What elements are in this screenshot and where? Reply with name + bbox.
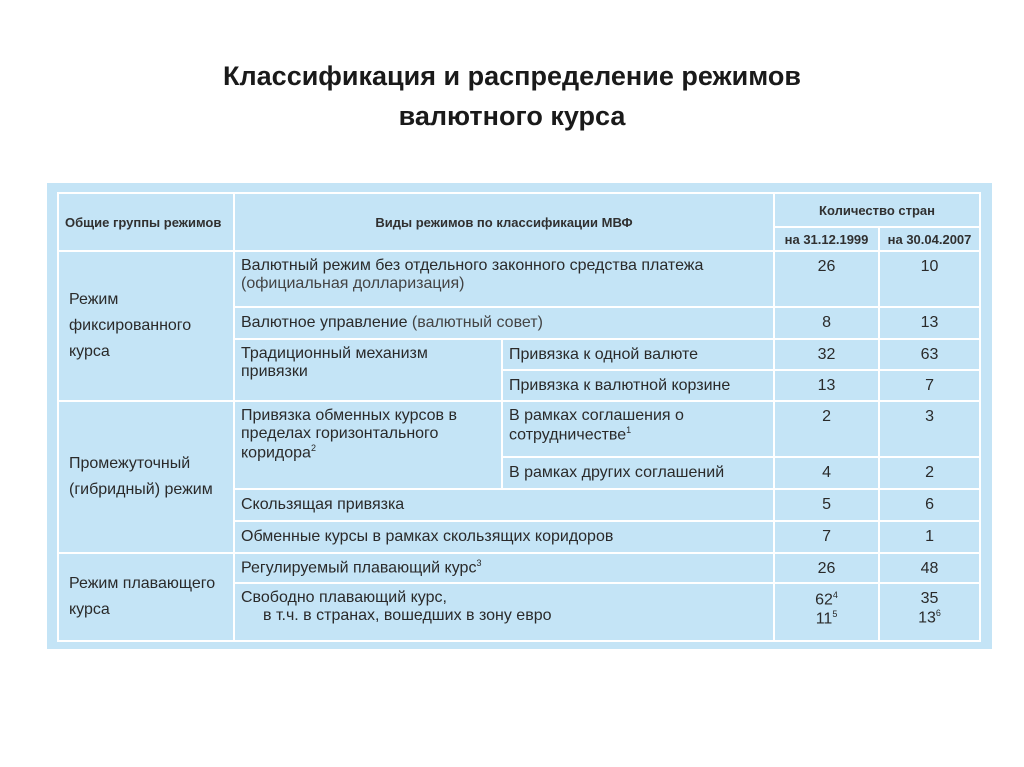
count-2007: 63 [879, 339, 980, 370]
regime-note: (официальная долларизация) [241, 275, 465, 292]
group-intermediate: Промежуточный (гибридный) режим [58, 401, 234, 553]
regime-name: Валютное управление [241, 314, 408, 331]
count-2007: 10 [879, 251, 980, 307]
count-value: 35 [920, 590, 939, 607]
table-row [58, 401, 980, 457]
count-1999: 5 [774, 489, 879, 521]
regime-name: Привязка обменных курсов в пределах горизонтального коридора [241, 407, 457, 462]
count-value: 13 [918, 609, 936, 627]
footnote-mark: 1 [626, 425, 632, 435]
group-floating: Режим плавающего курса [58, 553, 234, 641]
count-1999: 8 [774, 307, 879, 339]
regime-name: Валютный режим без отдельного законного средства платежа [241, 257, 704, 274]
regime-note: в т.ч. в странах, вошедших в зону евро [263, 607, 552, 624]
subtype-name: В рамках других соглашений [502, 457, 774, 489]
group-fixed: Режим фиксированного курса [58, 251, 234, 401]
subtype-name: В рамках соглашения о сотрудничестве [509, 407, 684, 444]
count-2007: 13 [879, 307, 980, 339]
table-row [58, 251, 980, 307]
regime-cell [234, 307, 774, 339]
count-2007: 48 [879, 553, 980, 583]
count-2007: 7 [879, 370, 980, 401]
header-date-2007: на 30.04.2007 [879, 227, 980, 251]
count-1999: 26 [774, 553, 879, 583]
subtype-cell [502, 401, 774, 457]
regime-name: Регулируемый плавающий курс [241, 559, 477, 577]
count-2007 [879, 583, 980, 641]
footnote-mark: 2 [310, 443, 316, 453]
regime-cell [234, 251, 774, 307]
count-1999: 2 [774, 401, 879, 457]
count-2007: 3 [879, 401, 980, 457]
regime-name: Свободно плавающий курс, [241, 589, 447, 606]
regime-note: (валютный совет) [411, 314, 543, 331]
subtype-name: Привязка к одной валюте [502, 339, 774, 370]
count-2007: 6 [879, 489, 980, 521]
regime-cell [234, 401, 502, 489]
footnote-mark: 6 [935, 608, 941, 618]
slide-title-line-2: валютного курса [398, 101, 626, 131]
count-2007: 2 [879, 457, 980, 489]
count-value: 11 [815, 610, 833, 628]
count-1999: 4 [774, 457, 879, 489]
footnote-mark: 3 [476, 558, 482, 569]
count-1999: 32 [774, 339, 879, 370]
count-1999: 13 [774, 370, 879, 401]
regime-name: Обменные курсы в рамках скользящих коридоров [234, 521, 774, 553]
footnote-mark: 5 [832, 609, 838, 620]
exchange-regime-table [57, 192, 981, 642]
count-1999: 7 [774, 521, 879, 553]
count-value: 62 [815, 591, 833, 609]
header-count: Количество стран [774, 193, 980, 227]
footnote-mark: 4 [832, 590, 838, 600]
table-row [58, 553, 980, 583]
slide-title-line-1: Классификация и распределение режимов [223, 61, 801, 91]
regime-name: Скользящая привязка [234, 489, 774, 521]
slide-title [0, 56, 1024, 136]
count-1999: 26 [774, 251, 879, 307]
count-1999 [774, 583, 879, 641]
count-2007: 1 [879, 521, 980, 553]
header-groups: Общие группы режимов [58, 193, 234, 251]
regime-cell [234, 583, 774, 641]
subtype-name: Привязка к валютной корзине [502, 370, 774, 401]
header-types: Виды режимов по классификации МВФ [234, 193, 774, 251]
regime-cell [234, 553, 774, 583]
regime-name: Традиционный механизм привязки [234, 339, 502, 401]
table-panel [47, 183, 992, 649]
header-date-1999: на 31.12.1999 [774, 227, 879, 251]
